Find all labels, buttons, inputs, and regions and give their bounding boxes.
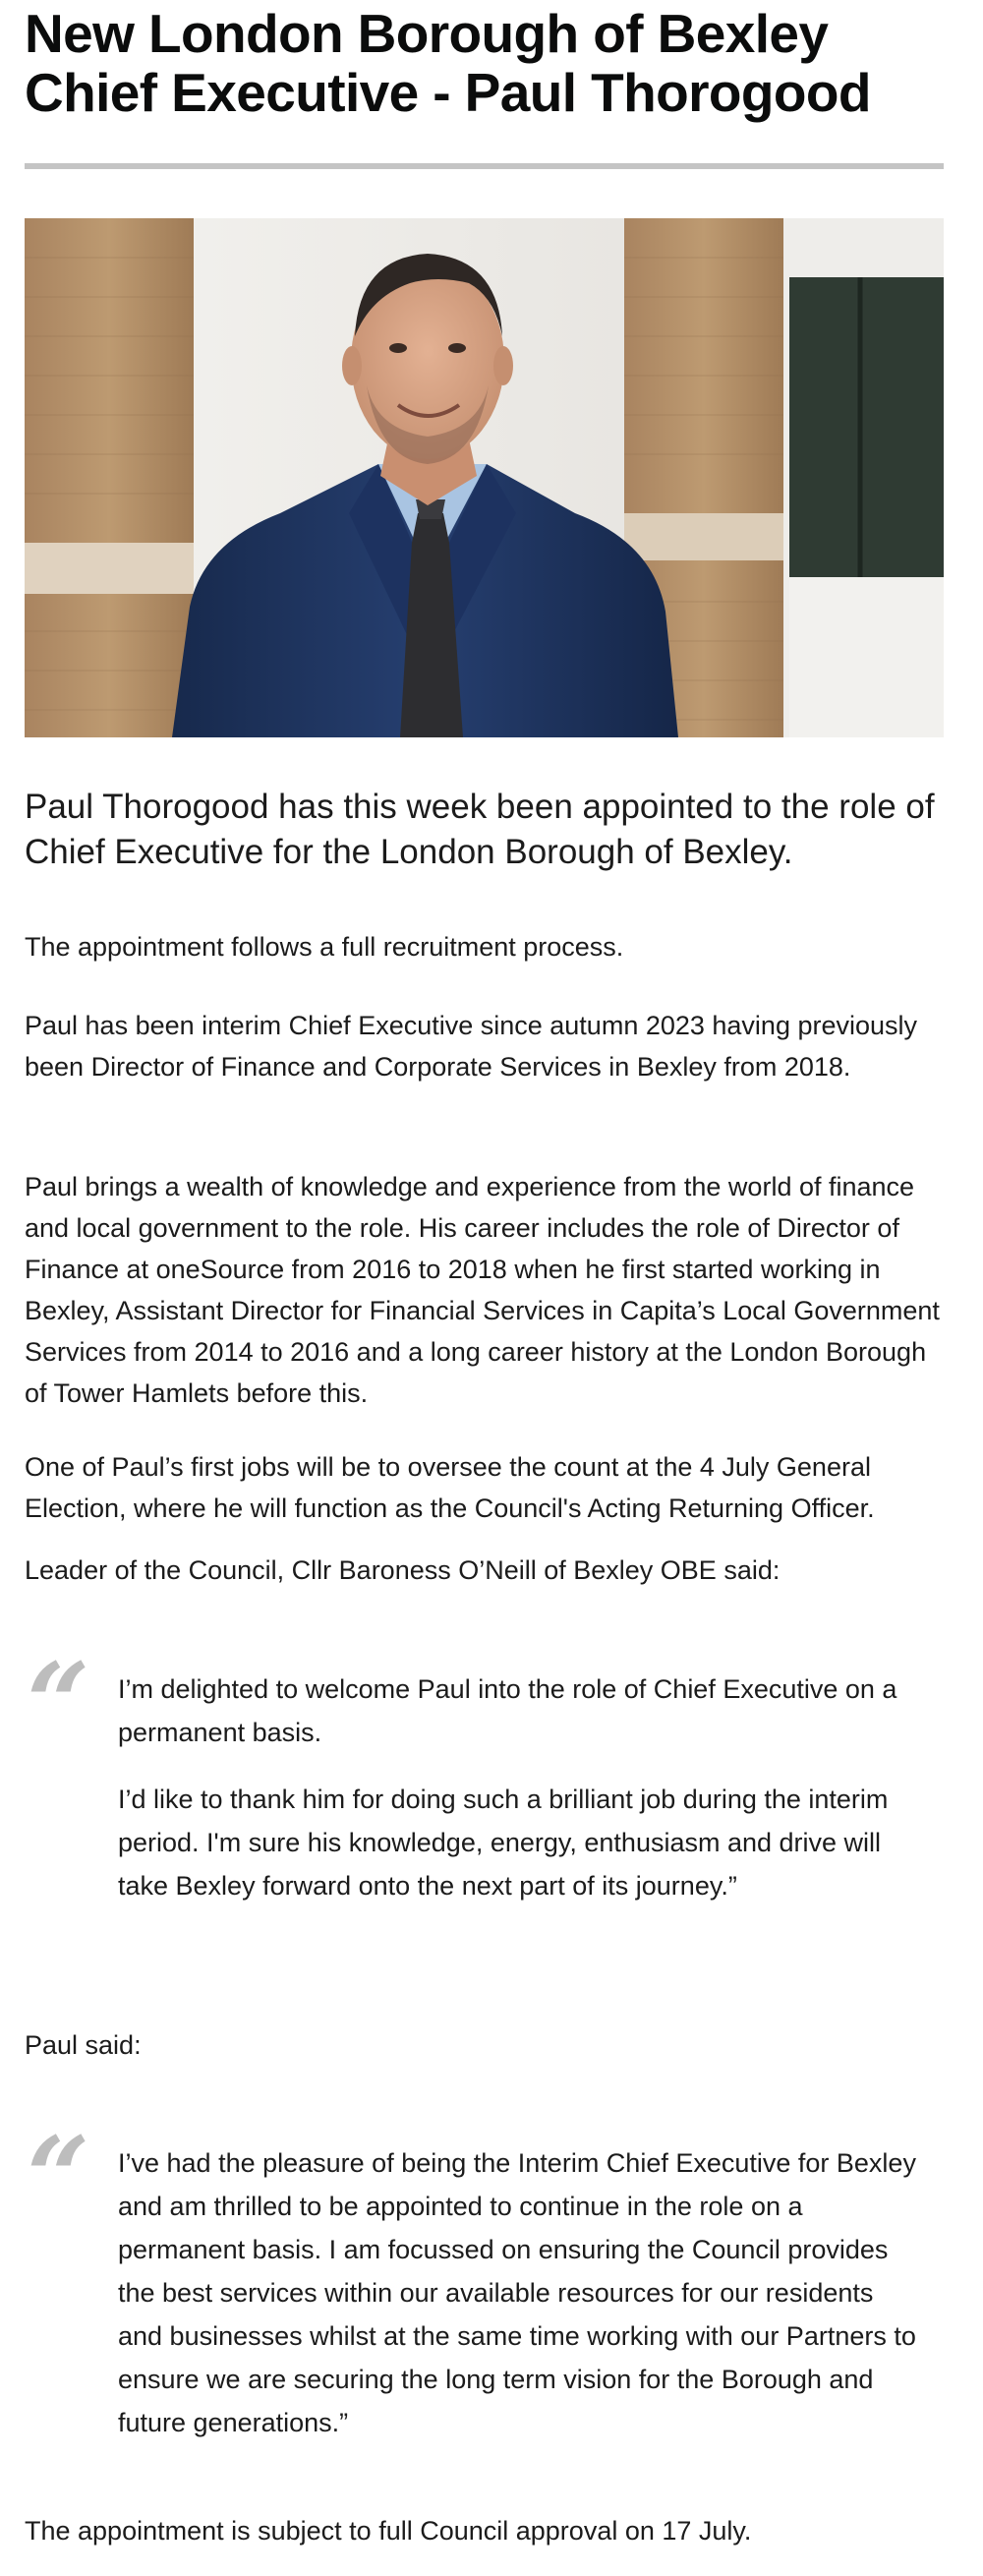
paul-said-text: Paul said: bbox=[25, 2030, 142, 2060]
page-title: New London Borough of Bexley Chief Executive - Paul Thorogood bbox=[25, 3, 871, 123]
article-paragraph: One of Paul’s first jobs will be to oversee the count at the 4 July General Election, where he will function as the Council's Acting Returning Officer. bbox=[25, 1452, 875, 1523]
article-paragraph: The appointment follows a full recruitment process. bbox=[25, 932, 624, 962]
quote-paragraph: I’ve had the pleasure of being the Interim Chief Executive for Bexley and am thrilled to be appointed to continue in the role on a permanent basis. I am focussed on ensuring the Council provides the best services within our available resources for our residents and businesses whilst at the same time working with our Partners to ensure we are securing the long term vision for the Borough and future generations.” bbox=[118, 2148, 916, 2437]
quote-paragraph: I’m delighted to welcome Paul into the role of Chief Executive on a permanent basis. bbox=[118, 1674, 897, 1747]
lead-paragraph: Paul Thorogood has this week been appointed to the role of Chief Executive for the London Borough of Bexley. bbox=[25, 788, 935, 871]
article-paragraph: Paul has been interim Chief Executive since autumn 2023 having previously been Director of Finance and Corporate Services in Bexley from 2018. bbox=[25, 1011, 918, 1082]
article-paragraph: Paul brings a wealth of knowledge and experience from the world of finance and local government to the role. His career includes the role of Director of Finance at oneSource from 2016 to 2018 when he first started working in Bexley, Assistant Director for Financial Services in Capita’s Local Government Services from 2014 to 2016 and a long career history at the London Borough of Tower Hamlets before this. bbox=[25, 1172, 940, 1408]
quote-mark-icon: “ bbox=[27, 1640, 90, 1769]
quote-paragraph: I’d like to thank him for doing such a brilliant job during the interim period. I'm sure his knowledge, energy, enthusiasm and drive will take Bexley forward onto the next part of its journey.” bbox=[118, 1785, 889, 1901]
title-divider bbox=[25, 163, 944, 169]
article-paragraph: Leader of the Council, Cllr Baroness O’Neill of Bexley OBE said: bbox=[25, 1555, 781, 1585]
portrait-illustration bbox=[25, 218, 944, 737]
quote-mark-icon: “ bbox=[27, 2114, 90, 2243]
closing-paragraph: The appointment is subject to full Council approval on 17 July. bbox=[25, 2516, 752, 2546]
chief-executive-photo bbox=[25, 218, 944, 737]
